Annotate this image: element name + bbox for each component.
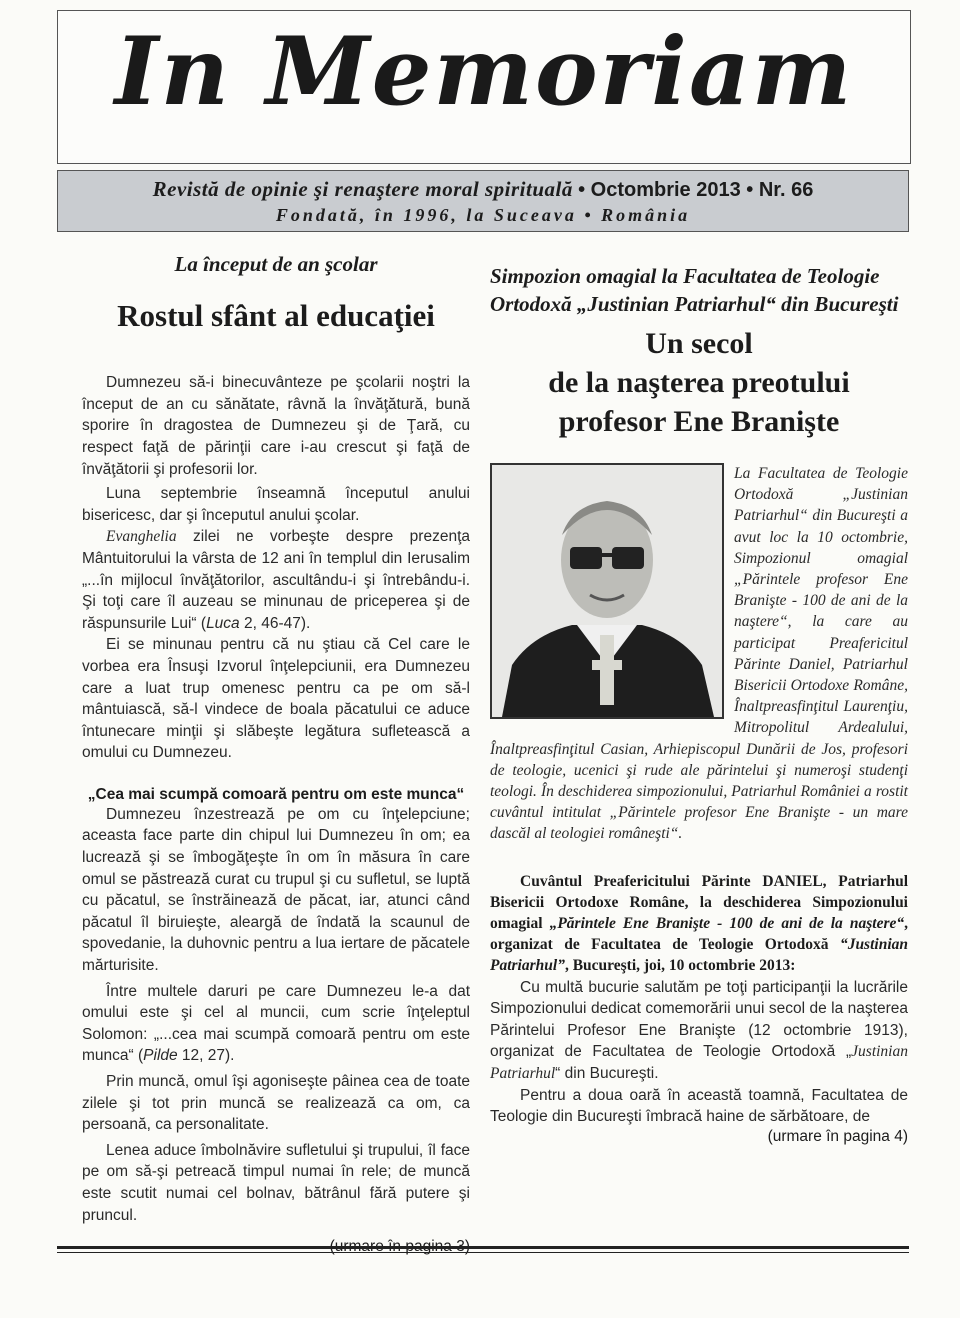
right-body: [490, 977, 908, 1128]
right-kicker: Simpozion omagial la Facultatea de Teologie Ortodoxă „Justinian Patriarhul“ din Bucureşti: [490, 264, 899, 316]
publication-title: In Memoriam: [114, 17, 854, 127]
portrait-photo: [490, 463, 724, 719]
left-body: [82, 372, 470, 1226]
paragraph: Între multele daruri pe care Dumnezeu le-a dat omului este şi cel al muncii, cum scrie înţeleptul Solomon: „...cea mai scumpă comoară pentru om este munca“ (Pilde 12, 27).: [82, 982, 470, 1065]
left-headline: Rostul sfânt al educaţiei: [117, 298, 435, 333]
left-article: [82, 252, 470, 1256]
paragraph: Ei se minunau pentru că nu ştiau că Cel care le vorbea era Însuşi Izvorul înţelepciunii, era Dumnezeu care a luat trup omenesc pentru ca pe om să-l mântuiască, să-l vindece de boala păcatului ce aduce întunecare minţii şi slăbeşte legătura sufletească a omului cu Dumnezeu.: [82, 636, 470, 762]
right-article: [490, 262, 908, 1146]
intro-paragraph: La Facultatea de Teologie Ortodoxă „Justinian Patriarhul“ din Bucureşti a avut loc la 10 octombrie, Simpozionul omagial „Părintele profesor Ene Branişte - 100 de ani de la naştere“, la care au participat Preafericitul Părinte Daniel, Patriarhul Bisericii Ortodoxe Române, Înaltpreasfinţitul Laurenţiu, Mitropolitul Ardealului, Înaltpreasfinţitul Casian, Arhiepiscopul Dunării de Jos, profesori de teologie, ucenici şi rude ale părintelui şi numeroşi studenţi teologi. În deschiderea simpozionului, Patriarhul României a rostit cuvântul intitulat „Părintele profesor Ene Branişte - un mare dascăl al teologiei româneşti“.: [490, 465, 908, 843]
paragraph: Lenea aduce îmbolnăvire sufletului şi trupului, îl face pe om să-şi petreacă timpul numai în rele; de muncă este scutit numai cel bolnav, bătrânul fără putere şi pruncul.: [82, 1141, 470, 1224]
bottom-rule-thin: [57, 1252, 909, 1253]
paragraph: Pentru a doua oară în această toamnă, Facultatea de Teologie din Bucureşti îmbracă haine de sărbătoare, de: [490, 1086, 908, 1126]
paragraph: Prin muncă, omul îşi agoniseşte pâinea cea de toate zilele şi tot prin muncă se realizează ca om, ca persoană, ca personalitate.: [82, 1073, 470, 1134]
founded-line: Fondată, în 1996, la Suceava • România: [275, 205, 691, 225]
paragraph: Dumnezeu înzestrează pe om cu înţelepciune; aceasta face parte din chipul lui Dumnezeu în om; ea lucrează şi se îmbogăţeşte în om în măsura în care omul se păstrează curat cu trupul şi cu sufletul, se luptă cu păcatul, se înstrăinează de păcat, iar, atunci când păcatul îl biruieşte, aleargă de îndată la scaunul de spovedanie, la duhovnic pentru a lua iertare de păcatele mărturisite.: [82, 805, 470, 975]
subtitle-band: [57, 170, 909, 232]
paragraph: Evanghelia zilei ne vorbeşte despre prezenţa Mântuitorului la vârsta de 12 ani în templul din Ierusalim „...în mijlocul învăţătorilor, ascultându-i şi întrebându-i. Şi toţi care îl auzeau se minunau de priceperea şi de răspunsurile Lui“ (Luca 2, 46-47).: [82, 528, 470, 632]
paragraph: Cu multă bucurie salutăm pe toţi participanţii la lucrările Simpozionului dedicat comemorării unui secol de la naşterea Părintelui Profesor Ene Branişte (12 octombrie 1913), organizat de Facultatea de Teologie Ortodoxă „Justinian Patriarhul“ din Bucureşti.: [490, 978, 908, 1083]
headline-line-2: de la naşterea preotului: [548, 366, 850, 399]
subtitle-text: Revistă de opinie şi renaştere moral spirituală: [152, 177, 573, 201]
paragraph: Luna septembrie înseamnă începutul anului bisericesc, dar şi începutul anului şcolar.: [82, 485, 470, 524]
continued-note: (urmare în pagina 4): [767, 1127, 908, 1145]
bottom-rule: [57, 1246, 909, 1249]
issue-date: • Octombrie 2013 • Nr. 66: [578, 179, 814, 201]
paragraph: Dumnezeu să-i binecuvânteze pe şcolarii noştri la început de an cu sănătate, râvnă la învăţătură, bună sporire în dragostea de Dumnezeu şi de Ţară, cu respect faţă de părinţii care i-au crescut şi faţă de învăţătorii şi profesorii lor.: [82, 374, 470, 478]
speech-heading: Cuvântul Preafericitului Părinte DANIEL, Patriarhul Bisericii Ortodoxe Române, la deschiderea Simpozionului omagial „Părintele Ene Branişte - 100 de ani de la naştere“, organizat de Facultatea de Teologie Ortodoxă “Justinian Patriarhul”, Bucureşti, joi, 10 octombrie 2013:: [490, 872, 908, 975]
masthead: [57, 10, 911, 164]
left-kicker: La început de an şcolar: [174, 252, 378, 276]
intro-block: [490, 463, 908, 845]
headline-line-3: profesor Ene Branişte: [558, 405, 840, 438]
subtitle-line: [58, 177, 908, 202]
subheading: „Cea mai scumpă comoară pentru om este munca“: [87, 785, 465, 803]
right-headline: [490, 324, 908, 441]
priest-portrait-image: [492, 465, 722, 717]
headline-line-1: Un secol: [645, 327, 753, 360]
